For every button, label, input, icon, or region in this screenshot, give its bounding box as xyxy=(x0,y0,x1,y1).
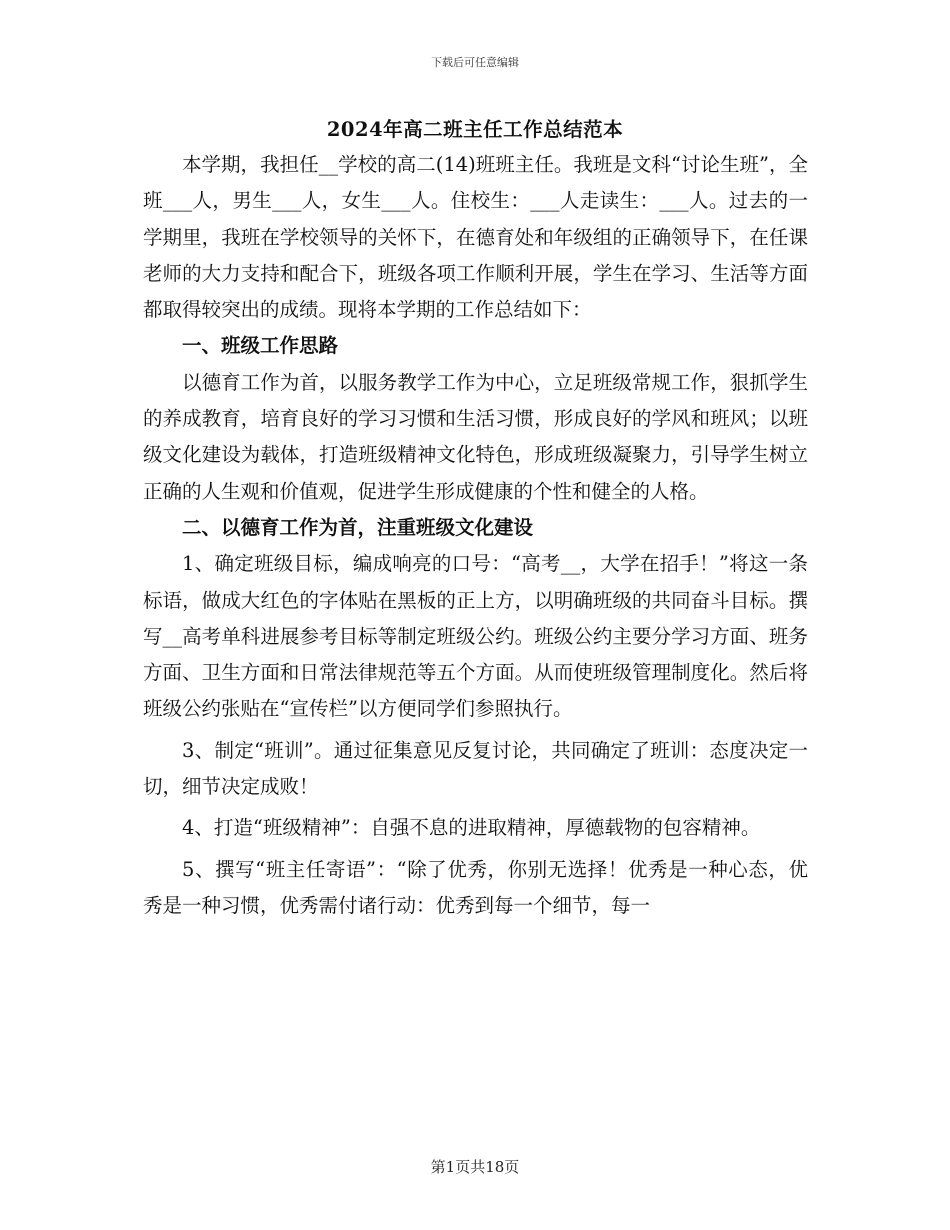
intro-paragraph: 本学期，我担任__学校的高二(14)班班主任。我班是文科“讨论生班”，全班___人，男生___人，女生___人。住校生：___人走读生：___人。过去的一学期里，我班在学校领导的关怀下，在德育处和年级组的正确领导下，在任课老师的大力支持和配合下，班级各项工作顺利开展，学生在学习、生活等方面都取得较突出的成绩。现将本学期的工作总结如下： xyxy=(143,153,808,322)
section-2-item-1: 1、确定班级目标，编成响亮的口号：“高考__，大学在招手！”将这一条标语，做成大红色的字体贴在黑板的正上方，以明确班级的共同奋斗目标。撰写__高考单科进展参考目标等制定班级公约。班级公约主要分学习方面、班务方面、卫生方面和日常法律规范等五个方面。从而使班级管理制度化。然后将班级公约张贴在“宣传栏”以方便同学们参照执行。 xyxy=(143,552,808,721)
section-2-heading: 二、以德育工作为首，注重班级文化建设 xyxy=(182,515,534,539)
section-2-item-5: 5、撰写“班主任寄语”：“除了优秀，你别无选择！优秀是一种心态，优秀是一种习惯，优秀需付诸行动：优秀到每一个细节，每一 xyxy=(143,857,808,917)
page-number: 第1页共18页 xyxy=(430,1158,520,1176)
download-note: 下载后可任意编辑 xyxy=(431,56,519,69)
document-title: 2024年高二班主任工作总结范本 xyxy=(326,118,624,141)
document-body xyxy=(143,147,808,924)
section-1-paragraph: 以德育工作为首，以服务教学工作为中心，立足班级常规工作，狠抓学生的养成教育，培育良好的学习习惯和生活习惯，形成良好的学风和班风；以班级文化建设为载体，打造班级精神文化特色，形成班级凝聚力，引导学生树立正确的人生观和价值观，促进学生形成健康的个性和健全的人格。 xyxy=(143,370,808,503)
section-2-item-4: 4、打造“班级精神”：自强不息的进取精神，厚德载物的包容精神。 xyxy=(182,816,761,840)
section-2-item-3: 3、制定“班训”。通过征集意见反复讨论，共同确定了班训：态度决定一切，细节决定成败！ xyxy=(143,738,808,799)
section-1-heading: 一、班级工作思路 xyxy=(182,334,339,358)
